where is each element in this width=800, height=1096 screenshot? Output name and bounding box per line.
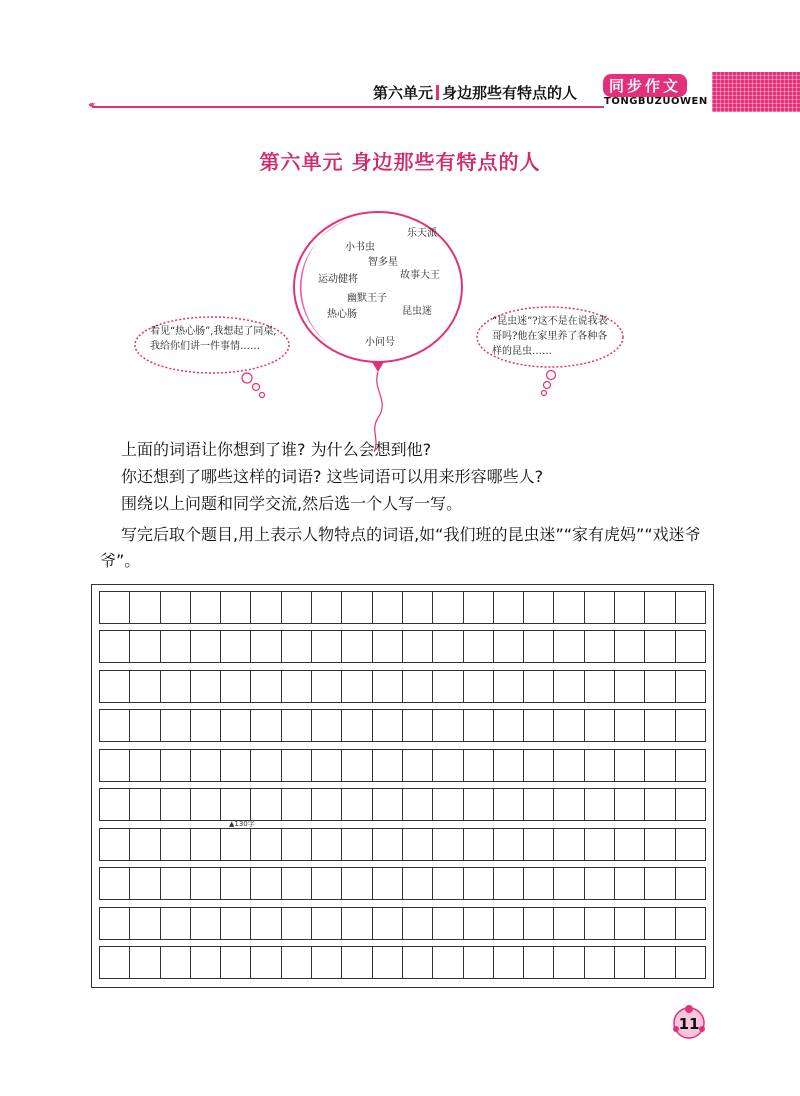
instruction-paragraph: 你还想到了哪些这样的词语? 这些词语可以用来形容哪些人? [121,467,544,486]
writing-grid[interactable] [91,584,714,988]
header-unit: 第六单元 [373,84,434,102]
balloon-word: 智多星 [368,257,398,268]
instruction-paragraph: 围绕以上问题和同学交流,然后选一个人写一写。 [121,494,463,513]
balloon-word: 运动健将 [318,274,358,285]
balloon-word: 乐天派 [407,228,437,239]
instruction-paragraph: 写完后取个题目,用上表示人物特点的词语,如“我们班的昆虫迷”“家有虎妈”“戏迷爷爷”。 [100,525,701,570]
balloon-word: 小问号 [365,337,395,348]
balloon-word: 幽默王子 [347,293,387,304]
left-bubble-text: 看见“热心肠”,我想起了同桌,我给你们讲一件事情…… [150,326,277,352]
instruction-paragraph: 上面的词语让你想到了谁? 为什么会想到他? [121,440,432,459]
chevrons-icon: ‹‹‹ [88,98,93,111]
header-topic: 身边那些有特点的人 [442,84,578,102]
balloon-illustration [0,0,800,460]
balloon-word: 昆虫迷 [402,306,432,317]
right-bubble-text: “昆虫迷”?这不是在说我表哥吗?他在家里养了各种各样的昆虫…… [492,316,608,357]
balloon-knot [372,362,384,372]
logo-subtitle: TONGBUZUOWEN [604,96,708,107]
logo: 同步作文 [603,74,687,97]
balloon-word: 热心肠 [327,309,357,320]
balloon-word: 故事大王 [400,270,440,281]
page-number-badge [670,1004,708,1042]
page-title: 第六单元 身边那些有特点的人 [259,150,541,174]
word-count-mark: ▲130字 [229,820,255,828]
page-number: 11 [678,1015,700,1033]
balloon-word: 小书虫 [345,242,375,253]
